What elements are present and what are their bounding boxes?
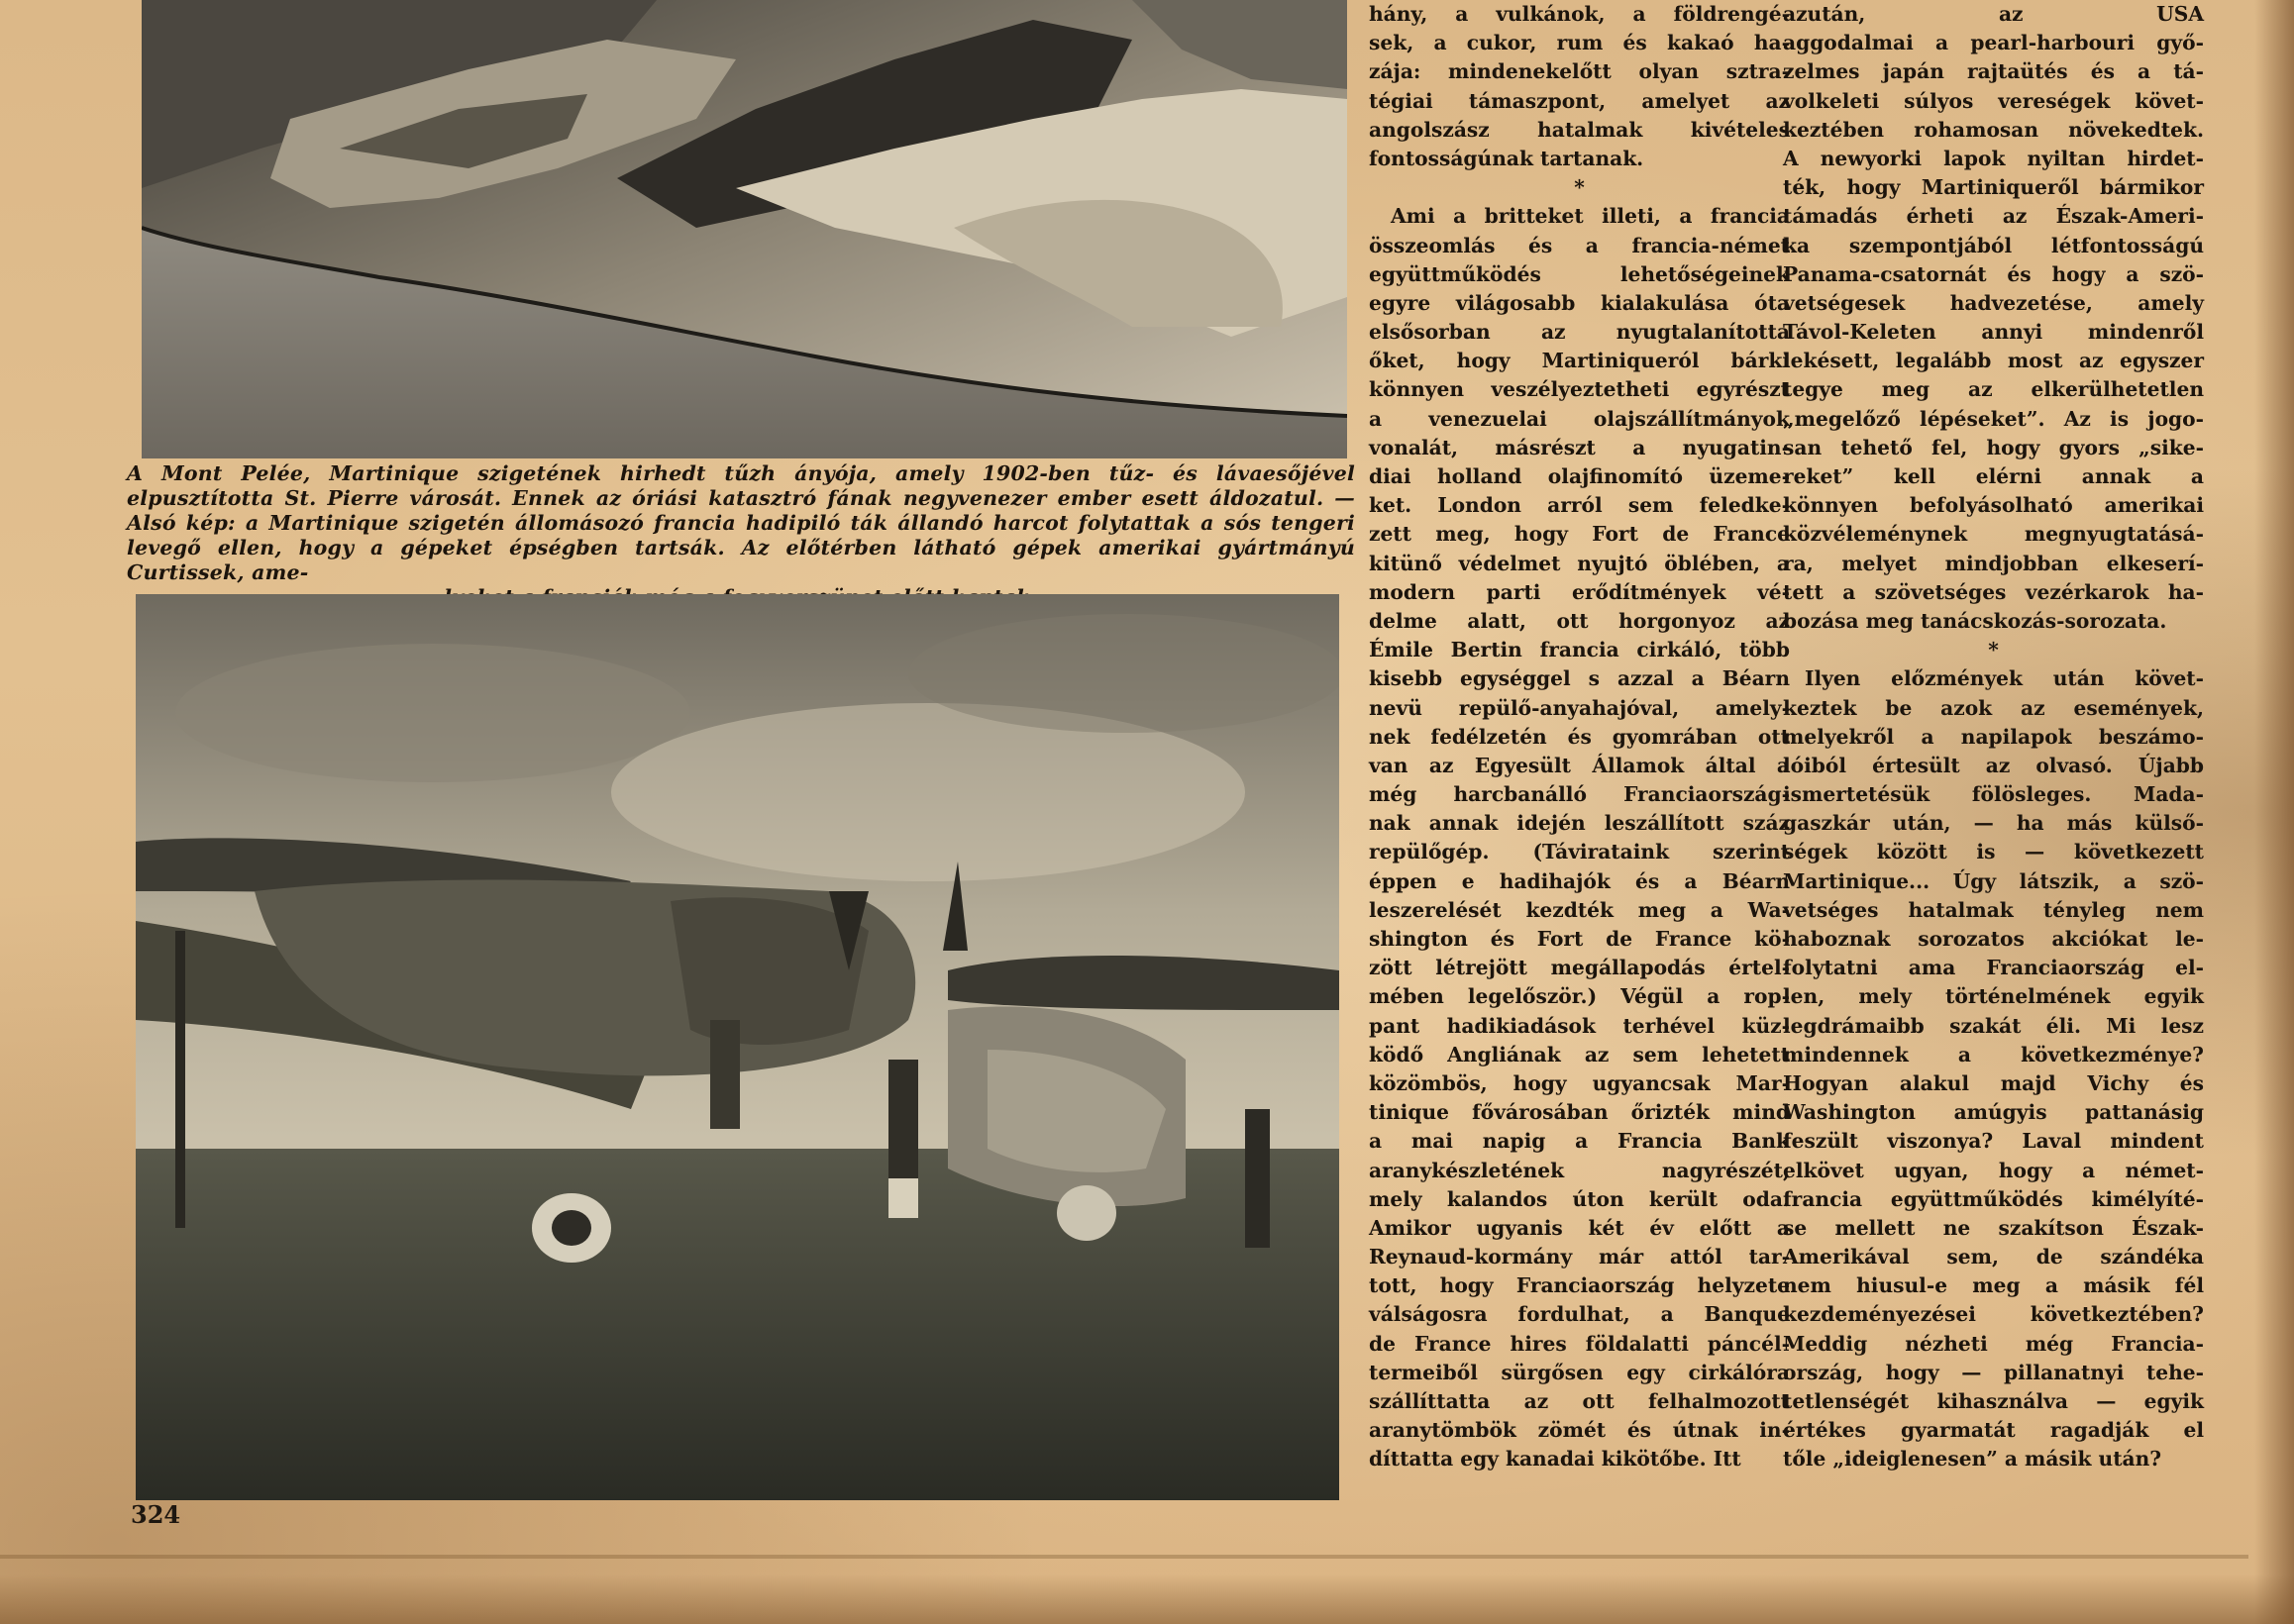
- text-line: ködő Angliának az sem lehetett: [1369, 1042, 1790, 1066]
- page-edge-right: [2254, 0, 2294, 1624]
- text-line: elkövet ugyan, hogy a német-: [1783, 1158, 2204, 1182]
- text-line: mely kalandos úton került oda.: [1369, 1186, 1790, 1211]
- text-line: pant hadikiadások terhével küz-: [1369, 1013, 1790, 1038]
- text-line: zött létrejött megállapodás értel-: [1369, 956, 1790, 980]
- text-line: diai holland olajfinomító üzeme-: [1369, 464, 1790, 489]
- text-line: keztében rohamosan növekedtek.: [1783, 117, 2204, 142]
- text-line: még harcbanálló Franciaország-: [1369, 782, 1790, 807]
- text-line: Hogyan alakul majd Vichy és: [1783, 1070, 2204, 1095]
- text-line: ra, melyet mindjobban elkeserí-: [1783, 551, 2204, 575]
- caption-text: A Mont Pelée, Martinique szigetének hirhedt tűzh ányója, amely 1902-ben tűz- és lávaesőjével elpusztította St. Pierre városát. Ennek az óriási katasztró fának negyvenezer ember esett áldozatul. — Alsó kép: a Martinique szigetén állomásozó francia hadipiló ták állandó harcot folytattak a sós tengeri levegő ellen, hogy a gépeket épségben tartsák. Az előtérben látható gépek amerikai gyártmányú Curtissek, ame-: [127, 461, 1355, 584]
- text-line: mindennek a következménye?: [1783, 1042, 2204, 1066]
- text-line: san tehető fel, hogy gyors „sike-: [1783, 435, 2204, 459]
- text-line: Amerikával sem, de szándéka: [1783, 1245, 2204, 1269]
- text-line: sek, a cukor, rum és kakaó ha-: [1369, 31, 1790, 55]
- text-line: együttműködés lehetőségeinek: [1369, 261, 1790, 286]
- page-edge-bottom: [0, 1574, 2294, 1624]
- text-line: tetlenségét kihasználva — egyik: [1783, 1389, 2204, 1414]
- text-line: a venezuelai olajszállítmányok: [1369, 406, 1790, 431]
- text-line: aranykészletének nagyrészét,: [1369, 1158, 1790, 1182]
- text-line: éppen e hadihajók és a Béarn: [1369, 868, 1790, 893]
- text-line: közömbös, hogy ugyancsak Mar-: [1369, 1070, 1790, 1095]
- text-column-2: [1783, 0, 2204, 1474]
- text-line: van az Egyesült Államok által a: [1369, 753, 1790, 777]
- text-line: ka szempontjából létfontosságú: [1783, 233, 2204, 257]
- text-line: len, mely történelmének egyik: [1783, 984, 2204, 1009]
- text-line: se mellett ne szakítson Észak-: [1783, 1215, 2204, 1240]
- text-line: összeomlás és a francia-német: [1369, 233, 1790, 257]
- text-line: aggodalmai a pearl-harbouri győ-: [1783, 31, 2204, 55]
- text-line: Ilyen előzmények után követ-: [1805, 666, 2204, 691]
- text-line: leszerelését kezdték meg a Wa-: [1369, 897, 1790, 922]
- text-line: tegye meg az elkerülhetetlen: [1783, 377, 2204, 402]
- text-line: ték, hogy Martiniqueről bármikor: [1783, 175, 2204, 200]
- text-line: keztek be azok az események,: [1783, 695, 2204, 720]
- photo-caption: [127, 461, 1355, 610]
- text-line: tett a szövetséges vezérkarok ha-: [1783, 579, 2204, 604]
- text-line: zett meg, hogy Fort de France: [1369, 522, 1790, 547]
- text-line: folytatni ama Franciaország el-: [1783, 956, 2204, 980]
- text-line: bozása meg tanácskozás-sorozata.: [1783, 608, 2167, 633]
- text-line: díttatta egy kanadai kikötőbe. Itt: [1369, 1447, 1741, 1472]
- text-line: nem hiusul-e meg a másik fél: [1783, 1273, 2204, 1298]
- text-line: könnyen veszélyeztetheti egyrészt: [1369, 377, 1790, 402]
- text-line: Ami a britteket illeti, a francia: [1391, 204, 1790, 229]
- text-line: Amikor ugyanis két év előtt a: [1369, 1215, 1790, 1240]
- text-line: A newyorki lapok nyiltan hirdet-: [1783, 146, 2204, 170]
- text-line: tégiai támaszpont, amelyet az: [1369, 88, 1790, 113]
- text-line: delme alatt, ott horgonyoz az: [1369, 608, 1790, 633]
- text-line: gaszkár után, — ha más külső-: [1783, 811, 2204, 836]
- page-fold: [0, 1555, 2248, 1559]
- text-line: válságosra fordulhat, a Banque: [1369, 1302, 1790, 1327]
- text-line: legdrámaibb szakát éli. Mi lesz: [1783, 1013, 2204, 1038]
- text-line: modern parti erődítmények vé-: [1369, 579, 1790, 604]
- text-line: lóiból értesült az olvasó. Újabb: [1783, 753, 2204, 777]
- text-line: de France hires földalatti páncél-: [1369, 1331, 1790, 1356]
- text-line: angolszász hatalmak kivételes: [1369, 117, 1790, 142]
- text-line: kitünő védelmet nyujtó öblében, a: [1369, 551, 1790, 575]
- text-line: Reynaud-kormány már attól tar-: [1369, 1245, 1790, 1269]
- text-line: Panama-csatornát és hogy a szö-: [1783, 261, 2204, 286]
- text-line: Émile Bertin francia cirkáló, több: [1369, 638, 1790, 662]
- text-line: nevü repülő-anyahajóval, amely-: [1369, 695, 1790, 720]
- text-line: vetségesek hadvezetése, amely: [1783, 290, 2204, 315]
- text-line: ország, hogy — pillanatnyi tehe-: [1783, 1360, 2204, 1384]
- text-line: „megelőző lépéseket”. Az is jogo-: [1783, 406, 2204, 431]
- text-line: tinique fővárosában őrizték mind: [1369, 1100, 1790, 1125]
- page-number: 324: [131, 1500, 181, 1529]
- text-line: kisebb egységgel s azzal a Béarn: [1369, 666, 1790, 691]
- text-column-1: [1369, 0, 1790, 1474]
- text-line: aranytömbök zömét és útnak in-: [1369, 1418, 1790, 1443]
- text-line: hány, a vulkánok, a földrengé-: [1369, 2, 1790, 26]
- text-line: Washington amúgyis pattanásig: [1783, 1100, 2204, 1125]
- text-line: könnyen befolyásolható amerikai: [1783, 493, 2204, 518]
- text-line: a mai napig a Francia Bank: [1369, 1129, 1790, 1154]
- text-line: ségek között is — következett: [1783, 840, 2204, 864]
- text-line: repülőgép. (Távirataink szerint: [1369, 840, 1790, 864]
- text-line: fontosságúnak tartanak.: [1369, 146, 1644, 170]
- section-separator: *: [1988, 638, 1999, 662]
- text-line: mében legelőször.) Végül a rop-: [1369, 984, 1790, 1009]
- section-separator: *: [1574, 175, 1585, 200]
- text-line: feszült viszonya? Laval mindent: [1783, 1129, 2204, 1154]
- text-line: zelmes japán rajtaütés és a tá-: [1783, 59, 2204, 84]
- text-line: lekésett, legalább most az egyszer: [1783, 349, 2204, 373]
- text-line: ismertetésük fölösleges. Mada-: [1783, 782, 2204, 807]
- text-line: nak annak idején leszállított száz: [1369, 811, 1790, 836]
- text-line: Meddig nézheti még Francia-: [1783, 1331, 2204, 1356]
- text-line: elsősorban az nyugtalanította: [1369, 320, 1790, 345]
- text-line: tott, hogy Franciaország helyzete: [1369, 1273, 1790, 1298]
- text-line: volkeleti súlyos vereségek követ-: [1783, 88, 2204, 113]
- text-line: vonalát, másrészt a nyugatin-: [1369, 435, 1790, 459]
- text-line: egyre világosabb kialakulása óta: [1369, 290, 1790, 315]
- text-line: Távol-Keleten annyi mindenről: [1783, 320, 2204, 345]
- text-line: őket, hogy Martiniqueról bárki: [1369, 349, 1790, 373]
- mont-pelee-photo: [142, 0, 1347, 458]
- text-line: zája: mindenekelőtt olyan sztra-: [1369, 59, 1790, 84]
- text-line: szállíttatta az ott felhalmozott: [1369, 1389, 1790, 1414]
- text-line: nek fedélzetén és gyomrában ott: [1369, 724, 1790, 749]
- text-line: közvéleménynek megnyugtatásá-: [1783, 522, 2204, 547]
- text-line: melyekről a napilapok beszámo-: [1783, 724, 2204, 749]
- text-line: haboznak sorozatos akciókat le-: [1783, 927, 2204, 952]
- text-line: Martinique... Úgy látszik, a szö-: [1783, 868, 2204, 893]
- text-line: termeiből sürgősen egy cirkálóra: [1369, 1360, 1790, 1384]
- text-line: azután, az USA: [1783, 2, 2204, 26]
- text-line: támadás érheti az Észak-Ameri-: [1783, 204, 2204, 229]
- text-line: vetséges hatalmak tényleg nem: [1783, 897, 2204, 922]
- text-line: ket. London arról sem feledke-: [1369, 493, 1790, 518]
- text-line: francia együttműködés kimélyíté-: [1783, 1186, 2204, 1211]
- text-line: értékes gyarmatát ragadják el: [1783, 1418, 2204, 1443]
- text-line: reket” kell elérni annak a: [1783, 464, 2204, 488]
- curtiss-aircraft-photo: [136, 594, 1339, 1500]
- text-line: shington és Fort de France kö-: [1369, 927, 1790, 952]
- text-line: kezdeményezései következtében?: [1783, 1302, 2204, 1327]
- text-line: tőle „ideiglenesen” a másik után?: [1783, 1447, 2162, 1472]
